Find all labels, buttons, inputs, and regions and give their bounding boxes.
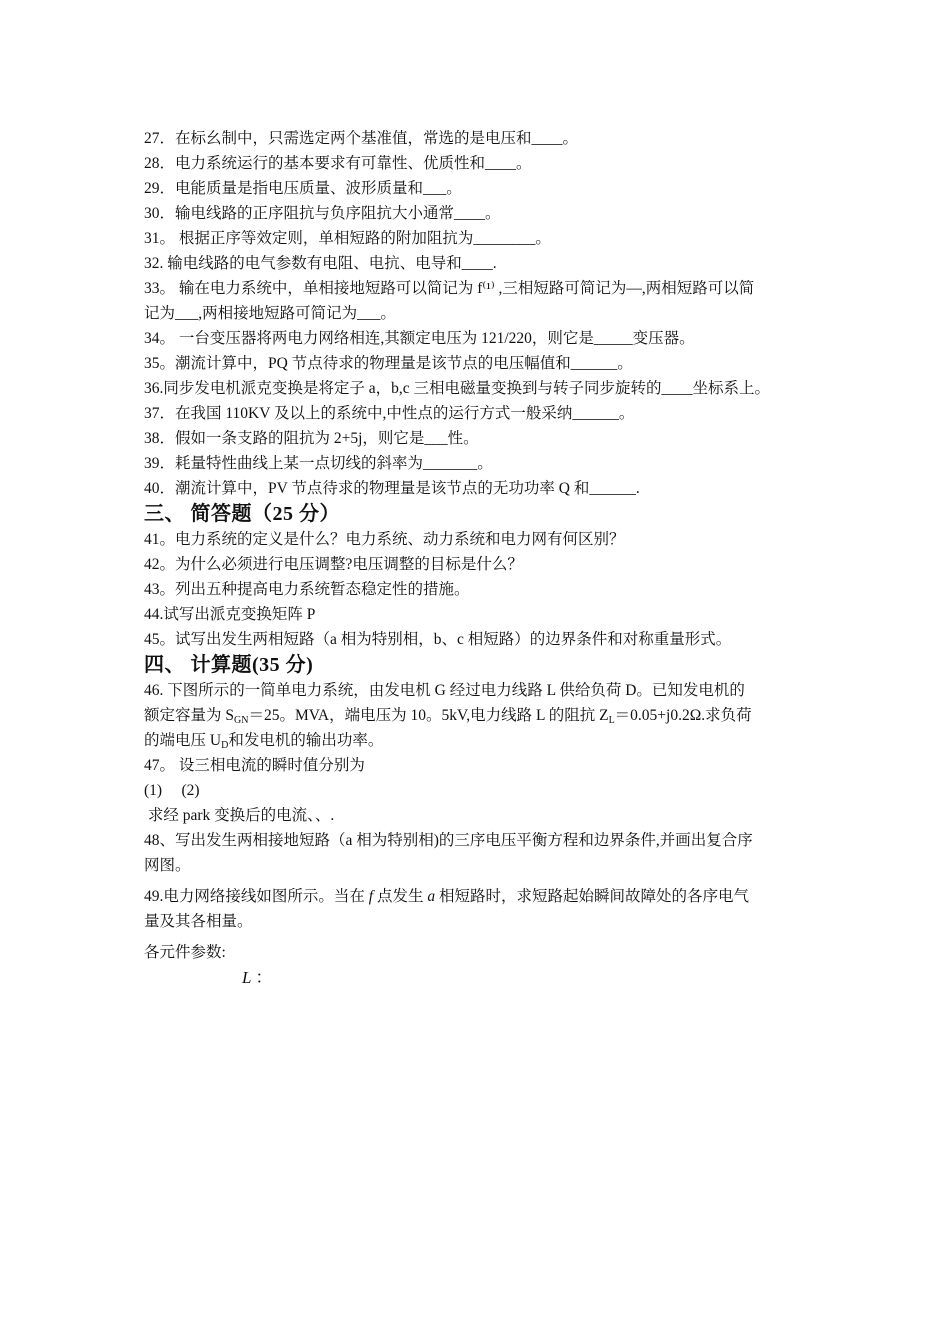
q46-text: 和发电机的输出功率。 (228, 732, 384, 749)
question-39: 39．耗量特性曲线上某一点切线的斜率为_______。 (144, 455, 493, 472)
question-45: 45。试写出发生两相短路（a 相为特别相，b、c 相短路）的边界条件和对称重量形式。 (144, 631, 732, 648)
question-28: 28．电力系统运行的基本要求有可靠性、优质性和____。 (144, 155, 532, 172)
q49-f: f (368, 888, 374, 905)
document-page (144, 126, 824, 990)
question-34: 34。 一台变压器将两电力网络相连,其额定电压为 121/220，则它是_____变压器。 (144, 330, 695, 347)
question-49-line2: 量及其各相量。 (144, 913, 253, 930)
q46-text: 额定容量为 S (144, 707, 234, 724)
q46-text: 的端电压 U (144, 732, 222, 749)
question-48-line2: 网图。 (144, 857, 191, 874)
question-33-line2: 记为___,两相接地短路可简记为___。 (144, 305, 396, 322)
question-46-line1: 46. 下图所示的一简单电力系统，由发电机 G 经过电力线路 L 供给负荷 D。已知发电机的 (144, 682, 745, 699)
question-41: 41。电力系统的定义是什么？电力系统、动力系统和电力网有何区别？ (144, 531, 625, 548)
question-48-line1: 48、写出发生两相接地短路（a 相为特别相)的三序电压平衡方程和边界条件,并画出复合序 (144, 832, 753, 849)
param-L-symbol: L (242, 968, 252, 987)
param-L (144, 965, 824, 990)
question-44: 44.试写出派克变换矩阵 P (144, 606, 316, 623)
question-37: 37．在我国 110KV 及以上的系统中,中性点的运行方式一般采纳______。 (144, 405, 635, 422)
question-30: 30．输电线路的正序阻抗与负序阻抗大小通常____。 (144, 205, 501, 222)
q49-text: 点发生 (373, 888, 428, 905)
q46-text: ＝0.05+j0.2Ω.求负荷 (614, 707, 752, 724)
params-label: 各元件参数: (144, 944, 226, 961)
question-40: 40．潮流计算中，PV 节点待求的物理量是该节点的无功功率 Q 和______. (144, 480, 640, 497)
q46-sub-d: D (221, 740, 229, 751)
section-4-heading: 四、 计算题(35 分) (144, 654, 314, 676)
question-27: 27．在标幺制中，只需选定两个基准值，常选的是电压和____。 (144, 130, 579, 147)
question-47-task: 求经 park 变换后的电流、、. (144, 807, 335, 824)
question-31: 31。 根据正序等效定则，单相短路的附加阻抗为________。 (144, 230, 551, 247)
question-35: 35。潮流计算中，PQ 节点待求的物理量是该节点的电压幅值和______。 (144, 355, 633, 372)
question-32: 32. 输电线路的电气参数有电阻、电抗、电导和____. (144, 255, 497, 272)
section-3-heading: 三、 简答题（25 分） (144, 503, 340, 525)
question-46-line3 (144, 728, 824, 753)
question-47: 47。 设三相电流的瞬时值分别为 (144, 757, 365, 774)
question-49-line1 (144, 884, 824, 909)
question-43: 43。列出五种提高电力系统暂态稳定性的措施。 (144, 581, 470, 598)
question-33-line1: 33。 输在电力系统中，单相接地短路可以简记为 f⁽¹⁾ ,三相短路可简记为—,两相短路可以简 (144, 280, 755, 297)
q46-sub-l: L (608, 715, 615, 726)
q46-text: ＝25。MVA，端电压为 10。5kV,电力线路 L 的阻抗 Z (248, 707, 609, 724)
q49-a: a (427, 888, 436, 905)
question-38: 38．假如一条支路的阻抗为 2+5j，则它是___性。 (144, 430, 479, 447)
param-L-colon: ： (255, 968, 273, 987)
question-42: 42。为什么必须进行电压调整?电压调整的目标是什么？ (144, 556, 523, 573)
question-29: 29．电能质量是指电压质量、波形质量和___。 (144, 180, 462, 197)
q49-text: 49.电力网络接线如图所示。当在 (144, 888, 369, 905)
question-46-line2 (144, 703, 824, 728)
q46-sub-gn: GN (234, 715, 249, 726)
question-47-parts: (1) (2) (144, 782, 200, 799)
question-36: 36.同步发电机派克变换是将定子 a，b,c 三相电磁量变换到与转子同步旋转的____坐标系上。 (144, 380, 771, 397)
q49-text: 相短路时，求短路起始瞬间故障处的各序电气 (435, 888, 749, 905)
